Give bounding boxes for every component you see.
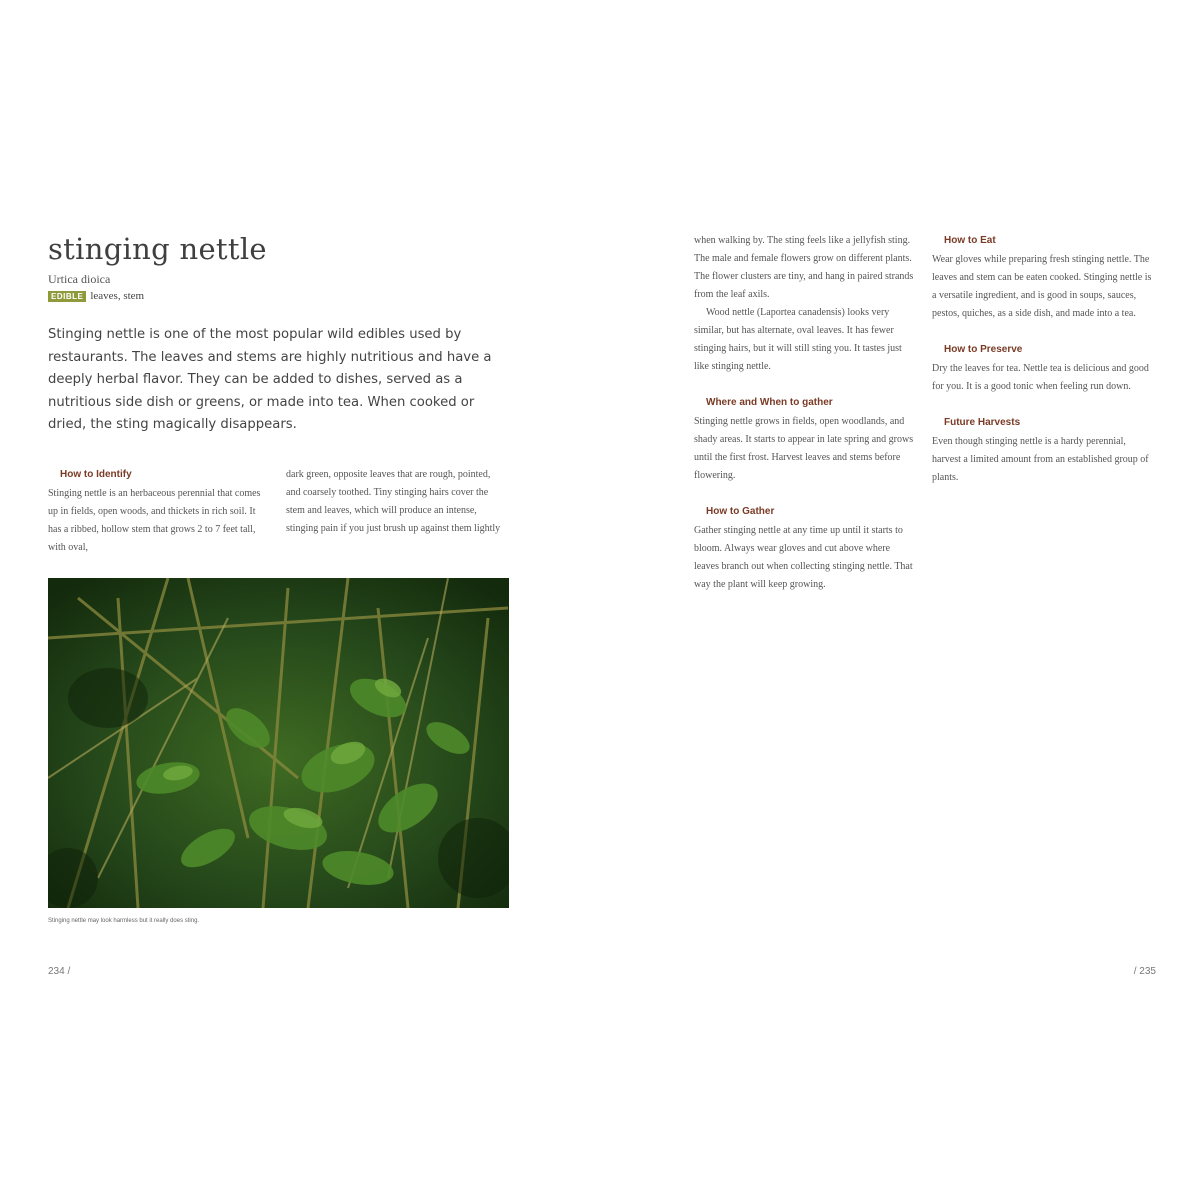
edible-row <box>48 290 144 302</box>
preserve-text: Dry the leaves for tea. Nettle tea is delicious and good for you. It is a good tonic when feeling run down. <box>932 363 1149 392</box>
photo-caption: Stinging nettle may look harmless but it really does sting. <box>48 918 200 924</box>
identify-column-2 <box>286 466 504 538</box>
identify-column-1 <box>48 466 264 557</box>
harvest-section <box>932 414 1154 487</box>
preserve-section <box>932 341 1154 396</box>
page-number-right: / 235 <box>1133 966 1156 977</box>
nettle-photo <box>48 578 509 908</box>
where-section <box>694 394 916 485</box>
right-column-2 <box>932 232 1154 505</box>
gather-heading: How to Gather <box>706 506 775 517</box>
eat-heading: How to Eat <box>944 235 996 246</box>
page-number-left: 234 / <box>48 966 71 977</box>
edible-badge: EDIBLE <box>48 291 86 302</box>
harvest-heading: Future Harvests <box>944 417 1021 428</box>
continued-paragraph-1: when walking by. The sting feels like a jellyfish sting. The male and female flowers grow on different plants. The flower clusters are tiny, and hang in paired strands from the leaf axils. <box>694 235 914 300</box>
gather-section <box>694 503 916 594</box>
intro-paragraph: Stinging nettle is one of the most popular wild edibles used by restaurants. The leaves and stems are highly nutritious and have a deeply herbal flavor. They can be added to dishes, served as a nutritious side dish or greens, or made into tea. When cooked or dried, the sting magically disappears. <box>48 327 492 432</box>
edible-parts: leaves, stem <box>90 290 145 302</box>
identify-continued <box>694 232 916 376</box>
where-heading: Where and When to gather <box>706 397 833 408</box>
harvest-text: Even though stinging nettle is a hardy perennial, harvest a limited amount from an established group of plants. <box>932 436 1149 483</box>
eat-text: Wear gloves while preparing fresh stinging nettle. The leaves and stem can be eaten cooked. Stinging nettle is a versatile ingredient, and is good in soups, sauces, pestos, quiches, as a side dish, and made into a tea. <box>932 254 1152 319</box>
preserve-heading: How to Preserve <box>944 344 1023 355</box>
where-text: Stinging nettle grows in fields, open woodlands, and shady areas. It starts to appear in late spring and grows until the first frost. Harvest leaves and stems before flowering. <box>694 416 914 481</box>
page-title: stinging nettle <box>48 232 267 266</box>
latin-name: Urtica dioica <box>48 272 111 286</box>
identify-text-2: dark green, opposite leaves that are rough, pointed, and coarsely toothed. Tiny stinging hairs cover the stem and leaves, which will produce an intense, stinging pain if you just brush up against them lightly <box>286 469 501 534</box>
identify-heading: How to Identify <box>60 469 132 480</box>
right-column-1 <box>694 232 916 612</box>
continued-paragraph-2: Wood nettle (Laportea canadensis) looks very similar, but has alternate, oval leaves. It has fewer stinging hairs, but it will still sting you. It tastes just like stinging nettle. <box>694 307 902 372</box>
right-page <box>600 0 1200 1200</box>
gather-text: Gather stinging nettle at any time up until it starts to bloom. Always wear gloves and cut above where leaves branch out when collecting stinging nettle. That way the plant will keep growing. <box>694 525 913 590</box>
eat-section <box>932 232 1154 323</box>
identify-text-1: Stinging nettle is an herbaceous perennial that comes up in fields, open woods, and thickets in rich soil. It has a ribbed, hollow stem that grows 2 to 7 feet tall, with oval, <box>48 488 261 553</box>
